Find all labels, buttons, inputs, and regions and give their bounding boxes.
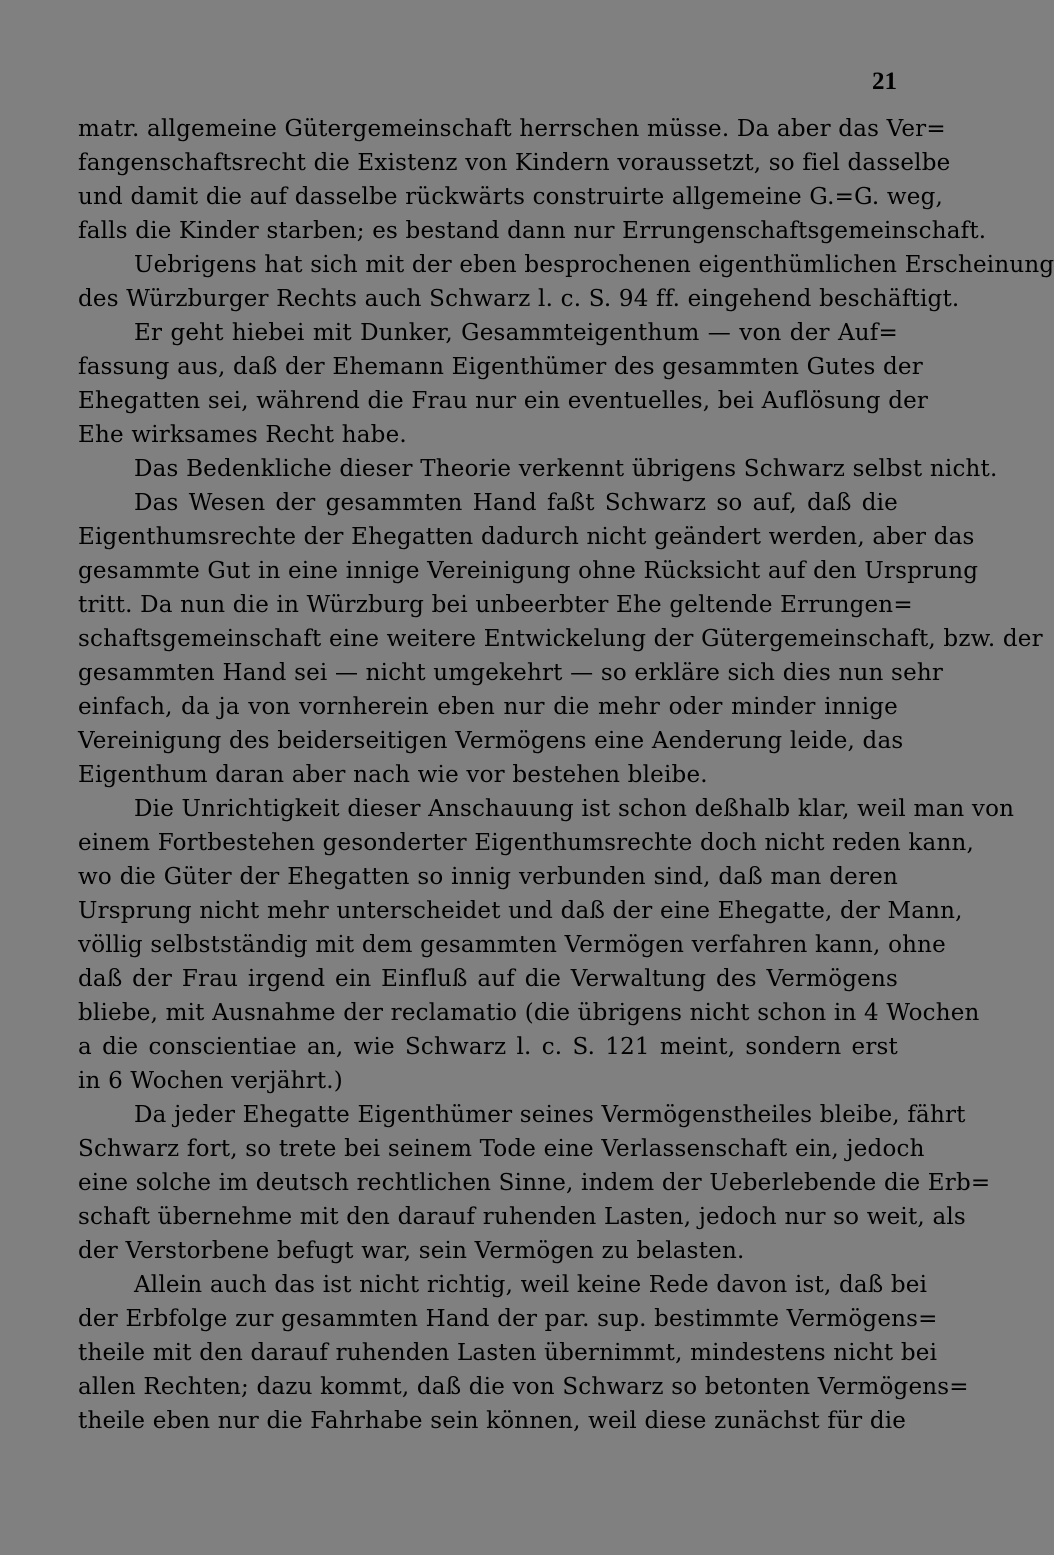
text-line: wo die Güter der Ehegatten so innig verbunden sind, daß man deren xyxy=(78,864,898,890)
text-line: allen Rechten; dazu kommt, daß die von Schwarz so betonten Vermögens= xyxy=(78,1374,969,1400)
text-line: Schwarz fort, so trete bei seinem Tode eine Verlassenschaft ein, jedoch xyxy=(78,1136,925,1162)
text-line: Eigenthum daran aber nach wie vor bestehen bleibe. xyxy=(78,762,708,788)
text-line: Die Unrichtigkeit dieser Anschauung ist schon deßhalb klar, weil man von xyxy=(134,796,1015,822)
text-line: einfach, da ja von vornherein eben nur die mehr oder minder innige xyxy=(78,694,898,720)
text-line: Das Bedenkliche dieser Theorie verkennt übrigens Schwarz selbst nicht. xyxy=(134,456,998,482)
text-line: fassung aus, daß der Ehemann Eigenthümer des gesammten Gutes der xyxy=(78,354,923,380)
text-line: fangenschaftsrecht die Existenz von Kindern voraussetzt, so fiel dasselbe xyxy=(78,150,951,176)
text-line: und damit die auf dasselbe rückwärts construirte allgemeine G.=G. weg, xyxy=(78,184,944,210)
text-line: völlig selbstständig mit dem gesammten Vermögen verfahren kann, ohne xyxy=(78,932,946,958)
text-line: schaftsgemeinschaft eine weitere Entwickelung der Gütergemeinschaft, bzw. der xyxy=(78,626,1043,652)
text-line: gesammten Hand sei — nicht umgekehrt — so erkläre sich dies nun sehr xyxy=(78,660,944,686)
text-line: Vereinigung des beiderseitigen Vermögens eine Aenderung leide, das xyxy=(78,728,904,754)
text-line: des Würzburger Rechts auch Schwarz l. c. S. 94 ff. eingehend beschäftigt. xyxy=(78,286,960,312)
text-line: gesammte Gut in eine innige Vereinigung ohne Rücksicht auf den Ursprung xyxy=(78,558,979,584)
text-line: matr. allgemeine Gütergemeinschaft herrschen müsse. Da aber das Ver= xyxy=(78,116,946,142)
text-line: in 6 Wochen verjährt.) xyxy=(78,1068,343,1094)
body-text xyxy=(78,112,1054,1438)
text-line: der Verstorbene befugt war, sein Vermögen zu belasten. xyxy=(78,1238,745,1264)
text-line: daß der Frau irgend ein Einfluß auf die Verwaltung des Vermögens xyxy=(78,966,898,992)
text-line: bliebe, mit Ausnahme der reclamatio (die übrigens nicht schon in 4 Wochen xyxy=(78,1000,980,1026)
text-line: schaft übernehme mit den darauf ruhenden Lasten, jedoch nur so weit, als xyxy=(78,1204,966,1230)
text-line: Er geht hiebei mit Dunker, Gesammteigenthum — von der Auf= xyxy=(134,320,898,346)
text-line: Das Wesen der gesammten Hand faßt Schwarz so auf, daß die xyxy=(134,490,898,516)
text-line: Allein auch das ist nicht richtig, weil keine Rede davon ist, daß bei xyxy=(134,1272,928,1298)
text-line: Ursprung nicht mehr unterscheidet und daß der eine Ehegatte, der Mann, xyxy=(78,898,963,924)
text-line: tritt. Da nun die in Würzburg bei unbeerbter Ehe geltende Errungen= xyxy=(78,592,913,618)
text-line: Eigenthumsrechte der Ehegatten dadurch nicht geändert werden, aber das xyxy=(78,524,975,550)
text-line: Ehe wirksames Recht habe. xyxy=(78,422,407,448)
text-line: falls die Kinder starben; es bestand dann nur Errungenschaftsgemeinschaft. xyxy=(78,218,987,244)
page-number: 21 xyxy=(872,68,897,95)
text-line: theile eben nur die Fahrhabe sein können, weil diese zunächst für die xyxy=(78,1408,907,1434)
text-line: der Erbfolge zur gesammten Hand der par. sup. bestimmte Vermögens= xyxy=(78,1306,938,1332)
text-line: Ehegatten sei, während die Frau nur ein eventuelles, bei Auflösung der xyxy=(78,388,929,414)
text-line: einem Fortbestehen gesonderter Eigenthumsrechte doch nicht reden kann, xyxy=(78,830,975,856)
text-line: theile mit den darauf ruhenden Lasten übernimmt, mindestens nicht bei xyxy=(78,1340,938,1366)
text-line: eine solche im deutsch rechtlichen Sinne, indem der Ueberlebende die Erb= xyxy=(78,1170,991,1196)
text-line: Uebrigens hat sich mit der eben besprochenen eigenthümlichen Erscheinung xyxy=(134,252,1054,278)
text-line: a die conscientiae an, wie Schwarz l. c. S. 121 meint, sondern erst xyxy=(78,1034,898,1060)
text-line: Da jeder Ehegatte Eigenthümer seines Vermögenstheiles bleibe, fährt xyxy=(134,1102,966,1128)
